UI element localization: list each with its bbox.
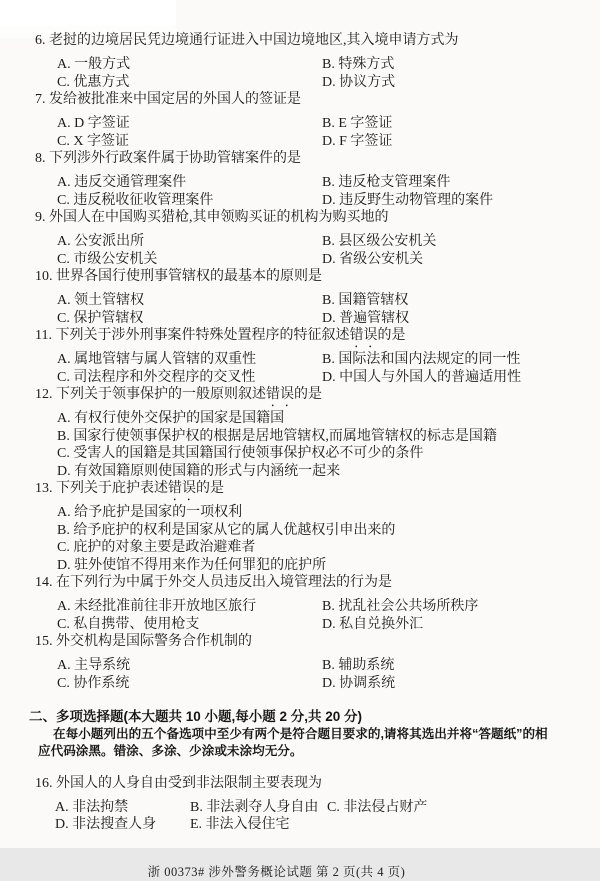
question-6-options: [35, 56, 578, 91]
option-c: C. 私自携带、使用枪支: [57, 616, 200, 632]
section-2-heading: 二、多项选择题(本大题共 10 小题,每小题 2 分,共 20 分): [29, 709, 363, 724]
question-16: [35, 775, 578, 834]
question-6-stem: [35, 32, 578, 56]
stem-text-post: 的是: [377, 328, 406, 343]
stem-text: 8. 下列涉外行政案件属于协助管辖案件的是: [35, 151, 301, 166]
stem-text: 9. 外国人在中国购买猎枪,其申领购买证的机构为购买地的: [35, 210, 389, 225]
option-c: C. 优惠方式: [57, 74, 130, 90]
option-d: D. 中国人与外国人的普遍适用性: [322, 369, 522, 385]
question-12-options: [35, 410, 578, 480]
question-10: [35, 268, 578, 327]
option-b: B. 非法剥夺人身自由: [190, 799, 319, 815]
option-b: B. 辅助系统: [322, 658, 395, 673]
stem-text: 12. 下列关于领事保护的一般原则叙述: [35, 387, 266, 402]
option-a: A. 未经批准前往非开放地区旅行: [57, 599, 257, 614]
question-11-stem: [35, 327, 578, 351]
option-d: D. 协议方式: [322, 74, 396, 90]
question-13-stem: [35, 480, 578, 504]
question-7: [35, 91, 578, 150]
option-a: A. 一般方式: [57, 57, 131, 72]
question-6: [35, 32, 578, 91]
question-15: [35, 633, 578, 692]
option-a: A. 主导系统: [57, 658, 131, 673]
option-b: B. 给予庇护的权利是国家从它的属人优越权引申出来的: [57, 522, 396, 538]
option-d: D. 违反野生动物管理的案件: [322, 192, 494, 208]
option-c: C. 非法侵占财产: [327, 799, 428, 815]
question-9-stem: [35, 209, 578, 233]
option-c: C. 受害人的国籍是其国籍国行使领事保护权必不可少的条件: [57, 446, 424, 461]
question-15-options: [35, 657, 578, 692]
stem-text: 11. 下列关于涉外刑事案件特殊处置程序的特征叙述: [35, 328, 350, 343]
scan-artifact-white-box: [0, 0, 176, 26]
question-7-stem: [35, 91, 578, 115]
question-14: [35, 574, 578, 633]
option-a: A. 公安派出所: [57, 234, 145, 249]
question-9-options: [35, 233, 578, 268]
question-11-options: [35, 351, 578, 386]
option-a: A. 非法拘禁: [55, 799, 129, 815]
option-b: B. 违反枪支管理案件: [322, 175, 451, 190]
stem-text: 13. 下列关于庇护表述: [35, 481, 168, 496]
stem-text: 7. 发给被批准来中国定居的外国人的签证是: [35, 92, 301, 107]
section-2-note-line-1: 在每小题列出的五个备选项中至少有两个是符合题目要求的,请将其选出并将“答题纸”的相: [53, 726, 548, 741]
question-10-stem: [35, 268, 578, 292]
stem-text-post: 的是: [196, 481, 224, 496]
option-d: D. 私自兑换外汇: [322, 616, 424, 632]
option-c: C. 协作系统: [57, 675, 130, 691]
option-d: D. 有效国籍原则使国籍的形式与内涵统一起来: [57, 463, 341, 479]
question-15-stem: [35, 633, 578, 657]
section-2-note-line-2: 应代码涂黑。错涂、多涂、少涂或未涂均无分。: [38, 744, 303, 758]
stem-emphasis: 错误: [266, 387, 294, 402]
option-a: A. 给予庇护是国家的一项权利: [57, 505, 243, 520]
question-12: [35, 386, 578, 480]
stem-text: 10. 世界各国行使刑事管辖权的最基本的原则是: [35, 269, 322, 284]
question-8: [35, 150, 578, 209]
option-d: D. 协调系统: [322, 675, 396, 691]
option-a: A. 领土管辖权: [57, 293, 145, 308]
option-d: D. 驻外使馆不得用来作为任何罪犯的庇护所: [57, 557, 327, 573]
exam-content: [29, 32, 578, 881]
option-c: C. X 字签证: [57, 133, 129, 149]
question-7-options: [35, 115, 578, 150]
question-10-options: [35, 292, 578, 327]
option-a: A. 违反交通管理案件: [57, 175, 187, 190]
option-c: C. 庇护的对象主要是政治避难者: [57, 540, 256, 555]
option-c: C. 违反税收征收管理案件: [57, 192, 214, 208]
option-b: B. 国家行使领事保护权的根据是居地管辖权,而属地管辖权的标志是国籍: [57, 428, 497, 444]
stem-text-post: 的是: [294, 387, 322, 402]
option-a: A. 属地管辖与属人管辖的双重性: [57, 352, 257, 367]
question-8-stem: [35, 150, 578, 174]
option-b: B. E 字签证: [322, 116, 393, 131]
question-9: [35, 209, 578, 268]
question-16-stem: [35, 775, 578, 799]
question-14-options: [35, 598, 578, 633]
question-11: [35, 327, 578, 386]
stem-emphasis: 错误: [349, 328, 378, 343]
option-c: C. 保护管辖权: [57, 310, 144, 326]
stem-text: 6. 老挝的边境居民凭边境通行证进入中国边境地区,其入境申请方式为: [35, 33, 459, 48]
option-b: B. 国际法和国内法规定的同一性: [322, 352, 521, 367]
option-a: A. D 字签证: [57, 116, 130, 131]
option-c: C. 司法程序和外交程序的交叉性: [57, 369, 256, 385]
question-8-options: [35, 174, 578, 209]
question-13-options: [35, 504, 578, 574]
option-b: B. 扰乱社会公共场所秩序: [322, 599, 479, 614]
stem-text: 15. 外交机构是国际警务合作机制的: [35, 634, 252, 649]
stem-text: 14. 在下列行为中属于外交人员违反出入境管理法的行为是: [35, 575, 392, 590]
option-d: D. 省级公安机关: [322, 251, 424, 267]
question-16-options: [35, 799, 578, 834]
option-d: D. 非法搜查人身: [55, 817, 157, 832]
option-d: D. 普遍管辖权: [322, 310, 410, 326]
question-13: [35, 480, 578, 574]
question-14-stem: [35, 574, 578, 598]
question-12-stem: [35, 386, 578, 410]
option-a: A. 有权行使外交保护的国家是国籍国: [57, 411, 285, 426]
stem-text: 16. 外国人的人身自由受到非法限制主要表现为: [35, 775, 322, 791]
option-b: B. 特殊方式: [322, 57, 395, 72]
option-b: B. 国籍管辖权: [322, 293, 409, 308]
option-e: E. 非法入侵住宅: [190, 817, 290, 832]
stem-emphasis: 错误: [168, 481, 196, 496]
option-b: B. 县区级公安机关: [322, 234, 437, 249]
option-c: C. 市级公安机关: [57, 251, 158, 267]
page-footer: 浙 00373# 涉外警务概论试题 第 2 页(共 4 页): [147, 864, 406, 879]
option-d: D. F 字签证: [322, 133, 393, 149]
